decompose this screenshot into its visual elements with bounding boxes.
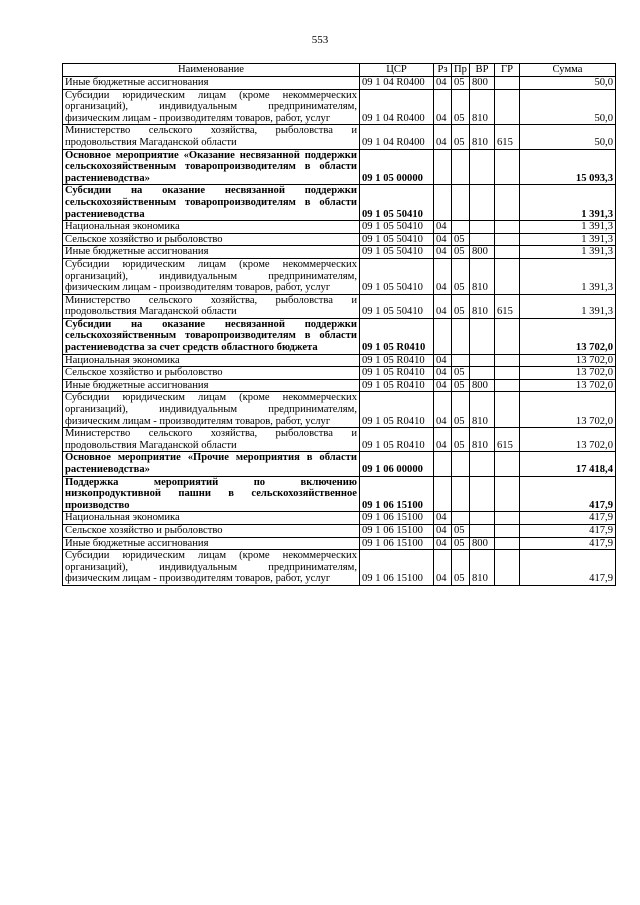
cell-name: Сельское хозяйство и рыболовство xyxy=(63,524,360,537)
table-row xyxy=(63,537,616,550)
cell-vr xyxy=(470,318,495,354)
header-csr: ЦСР xyxy=(360,64,434,77)
cell-sum: 1 391,3 xyxy=(520,258,616,294)
cell-pr: 05 xyxy=(452,125,470,149)
cell-rz xyxy=(434,185,452,221)
cell-rz: 04 xyxy=(434,512,452,525)
cell-sum: 1 391,3 xyxy=(520,294,616,318)
cell-vr: 810 xyxy=(470,392,495,428)
cell-sum: 417,9 xyxy=(520,537,616,550)
cell-rz xyxy=(434,149,452,185)
cell-name: Поддержка мероприятий по включению низкопродуктивной пашни в сельскохозяйственное производство xyxy=(63,476,360,512)
cell-vr: 810 xyxy=(470,428,495,452)
table-row xyxy=(63,550,616,586)
cell-sum: 417,9 xyxy=(520,476,616,512)
cell-vr xyxy=(470,524,495,537)
cell-sum: 417,9 xyxy=(520,550,616,586)
cell-gr xyxy=(495,77,520,90)
cell-csr: 09 1 05 R0410 xyxy=(360,354,434,367)
cell-name: Национальная экономика xyxy=(63,512,360,525)
cell-pr: 05 xyxy=(452,379,470,392)
cell-vr xyxy=(470,221,495,234)
cell-pr xyxy=(452,476,470,512)
cell-rz: 04 xyxy=(434,233,452,246)
cell-gr: 615 xyxy=(495,294,520,318)
budget-table xyxy=(62,63,616,586)
cell-gr xyxy=(495,258,520,294)
cell-gr xyxy=(495,89,520,125)
cell-sum: 50,0 xyxy=(520,125,616,149)
cell-pr: 05 xyxy=(452,246,470,259)
cell-name: Национальная экономика xyxy=(63,221,360,234)
cell-vr: 810 xyxy=(470,258,495,294)
cell-pr: 05 xyxy=(452,294,470,318)
cell-gr xyxy=(495,246,520,259)
table-row xyxy=(63,125,616,149)
cell-csr: 09 1 05 50410 xyxy=(360,221,434,234)
cell-vr xyxy=(470,233,495,246)
cell-name: Субсидии юридическим лицам (кроме некоммерческих организаций), индивидуальным предпринимателям, физическим лицам - производителям товаров, работ, услуг xyxy=(63,550,360,586)
cell-pr: 05 xyxy=(452,550,470,586)
header-gr: ГР xyxy=(495,64,520,77)
cell-name: Министерство сельского хозяйства, рыболовства и продовольствия Магаданской области xyxy=(63,125,360,149)
cell-csr: 09 1 05 50410 xyxy=(360,246,434,259)
cell-rz xyxy=(434,318,452,354)
table-row xyxy=(63,149,616,185)
header-row xyxy=(63,64,616,77)
cell-sum: 17 418,4 xyxy=(520,452,616,476)
cell-vr: 810 xyxy=(470,550,495,586)
cell-rz: 04 xyxy=(434,221,452,234)
cell-csr: 09 1 05 50410 xyxy=(360,185,434,221)
header-pr: Пр xyxy=(452,64,470,77)
cell-rz: 04 xyxy=(434,379,452,392)
cell-csr: 09 1 05 R0410 xyxy=(360,318,434,354)
cell-gr xyxy=(495,367,520,380)
cell-sum: 50,0 xyxy=(520,77,616,90)
cell-rz: 04 xyxy=(434,89,452,125)
table-row xyxy=(63,452,616,476)
cell-name: Субсидии юридическим лицам (кроме некоммерческих организаций), индивидуальным предпринимателям, физическим лицам - производителям товаров, работ, услуг xyxy=(63,89,360,125)
cell-gr xyxy=(495,185,520,221)
cell-sum: 1 391,3 xyxy=(520,233,616,246)
table-row xyxy=(63,428,616,452)
cell-name: Иные бюджетные ассигнования xyxy=(63,537,360,550)
cell-sum: 417,9 xyxy=(520,512,616,525)
cell-sum: 1 391,3 xyxy=(520,185,616,221)
cell-vr: 800 xyxy=(470,77,495,90)
table-row xyxy=(63,512,616,525)
cell-sum: 15 093,3 xyxy=(520,149,616,185)
cell-name: Субсидии на оказание несвязанной поддержки сельскохозяйственным товаропроизводителям в области растениеводства xyxy=(63,185,360,221)
cell-rz: 04 xyxy=(434,392,452,428)
cell-rz: 04 xyxy=(434,77,452,90)
cell-pr xyxy=(452,185,470,221)
cell-name: Сельское хозяйство и рыболовство xyxy=(63,233,360,246)
cell-rz xyxy=(434,476,452,512)
cell-csr: 09 1 05 00000 xyxy=(360,149,434,185)
table-row xyxy=(63,367,616,380)
cell-name: Министерство сельского хозяйства, рыболовства и продовольствия Магаданской области xyxy=(63,294,360,318)
table-row xyxy=(63,89,616,125)
cell-pr: 05 xyxy=(452,392,470,428)
cell-vr xyxy=(470,149,495,185)
table-row xyxy=(63,392,616,428)
cell-vr xyxy=(470,512,495,525)
cell-sum: 13 702,0 xyxy=(520,318,616,354)
table-row xyxy=(63,233,616,246)
page-number: 553 xyxy=(311,34,329,46)
cell-rz: 04 xyxy=(434,294,452,318)
cell-pr xyxy=(452,512,470,525)
cell-sum: 1 391,3 xyxy=(520,246,616,259)
cell-csr: 09 1 06 15100 xyxy=(360,550,434,586)
cell-csr: 09 1 05 50410 xyxy=(360,294,434,318)
cell-pr: 05 xyxy=(452,428,470,452)
cell-gr xyxy=(495,512,520,525)
table-row xyxy=(63,354,616,367)
table-row xyxy=(63,318,616,354)
cell-sum: 13 702,0 xyxy=(520,392,616,428)
cell-name: Иные бюджетные ассигнования xyxy=(63,379,360,392)
cell-name: Основное мероприятие «Оказание несвязанной поддержки сельскохозяйственным товаропроизводителям в области растениеводства» xyxy=(63,149,360,185)
cell-pr: 05 xyxy=(452,524,470,537)
cell-vr xyxy=(470,476,495,512)
cell-gr xyxy=(495,524,520,537)
cell-gr xyxy=(495,550,520,586)
cell-gr: 615 xyxy=(495,125,520,149)
cell-name: Субсидии юридическим лицам (кроме некоммерческих организаций), индивидуальным предпринимателям, физическим лицам - производителям товаров, работ, услуг xyxy=(63,392,360,428)
cell-gr xyxy=(495,149,520,185)
cell-rz: 04 xyxy=(434,258,452,294)
cell-name: Национальная экономика xyxy=(63,354,360,367)
cell-rz: 04 xyxy=(434,537,452,550)
cell-gr: 615 xyxy=(495,428,520,452)
cell-pr: 05 xyxy=(452,89,470,125)
cell-pr: 05 xyxy=(452,258,470,294)
cell-vr: 810 xyxy=(470,294,495,318)
cell-name: Субсидии на оказание несвязанной поддержки сельскохозяйственным товаропроизводителям в области растениеводства за счет средств областного бюджета xyxy=(63,318,360,354)
table-row xyxy=(63,221,616,234)
cell-vr: 800 xyxy=(470,379,495,392)
cell-name: Основное мероприятие «Прочие мероприятия в области растениеводства» xyxy=(63,452,360,476)
cell-csr: 09 1 06 15100 xyxy=(360,524,434,537)
cell-csr: 09 1 05 R0410 xyxy=(360,428,434,452)
cell-csr: 09 1 06 15100 xyxy=(360,512,434,525)
cell-name: Министерство сельского хозяйства, рыболовства и продовольствия Магаданской области xyxy=(63,428,360,452)
cell-gr xyxy=(495,476,520,512)
cell-vr xyxy=(470,367,495,380)
cell-rz: 04 xyxy=(434,428,452,452)
cell-csr: 09 1 06 00000 xyxy=(360,452,434,476)
cell-csr: 09 1 05 50410 xyxy=(360,258,434,294)
cell-name: Сельское хозяйство и рыболовство xyxy=(63,367,360,380)
cell-rz: 04 xyxy=(434,524,452,537)
cell-pr xyxy=(452,221,470,234)
cell-pr xyxy=(452,354,470,367)
cell-csr: 09 1 05 R0410 xyxy=(360,379,434,392)
header-sum: Сумма xyxy=(520,64,616,77)
cell-sum: 13 702,0 xyxy=(520,367,616,380)
cell-vr: 810 xyxy=(470,89,495,125)
cell-csr: 09 1 05 R0410 xyxy=(360,392,434,428)
cell-vr xyxy=(470,452,495,476)
cell-gr xyxy=(495,379,520,392)
table-row xyxy=(63,258,616,294)
cell-rz: 04 xyxy=(434,246,452,259)
cell-vr: 800 xyxy=(470,246,495,259)
cell-vr: 800 xyxy=(470,537,495,550)
cell-csr: 09 1 04 R0400 xyxy=(360,125,434,149)
cell-pr xyxy=(452,318,470,354)
cell-vr xyxy=(470,354,495,367)
table-row xyxy=(63,246,616,259)
cell-vr: 810 xyxy=(470,125,495,149)
cell-csr: 09 1 05 50410 xyxy=(360,233,434,246)
cell-gr xyxy=(495,537,520,550)
header-vr: ВР xyxy=(470,64,495,77)
cell-rz: 04 xyxy=(434,367,452,380)
header-name: Наименование xyxy=(63,64,360,77)
cell-vr xyxy=(470,185,495,221)
cell-csr: 09 1 06 15100 xyxy=(360,476,434,512)
cell-sum: 13 702,0 xyxy=(520,354,616,367)
table-row xyxy=(63,185,616,221)
cell-pr: 05 xyxy=(452,233,470,246)
cell-sum: 13 702,0 xyxy=(520,379,616,392)
cell-rz: 04 xyxy=(434,354,452,367)
cell-gr xyxy=(495,354,520,367)
cell-pr xyxy=(452,452,470,476)
header-rz: Рз xyxy=(434,64,452,77)
cell-name: Субсидии юридическим лицам (кроме некоммерческих организаций), индивидуальным предпринимателям, физическим лицам - производителям товаров, работ, услуг xyxy=(63,258,360,294)
table-row xyxy=(63,294,616,318)
cell-rz: 04 xyxy=(434,550,452,586)
cell-csr: 09 1 05 R0410 xyxy=(360,367,434,380)
cell-sum: 13 702,0 xyxy=(520,428,616,452)
table-row xyxy=(63,476,616,512)
cell-gr xyxy=(495,318,520,354)
cell-name: Иные бюджетные ассигнования xyxy=(63,77,360,90)
table-row xyxy=(63,77,616,90)
cell-gr xyxy=(495,392,520,428)
cell-sum: 1 391,3 xyxy=(520,221,616,234)
cell-pr: 05 xyxy=(452,77,470,90)
cell-sum: 50,0 xyxy=(520,89,616,125)
cell-gr xyxy=(495,452,520,476)
cell-csr: 09 1 04 R0400 xyxy=(360,77,434,90)
cell-csr: 09 1 04 R0400 xyxy=(360,89,434,125)
table-row xyxy=(63,524,616,537)
cell-gr xyxy=(495,221,520,234)
cell-pr: 05 xyxy=(452,537,470,550)
cell-name: Иные бюджетные ассигнования xyxy=(63,246,360,259)
cell-rz xyxy=(434,452,452,476)
cell-sum: 417,9 xyxy=(520,524,616,537)
cell-pr xyxy=(452,149,470,185)
cell-csr: 09 1 06 15100 xyxy=(360,537,434,550)
cell-gr xyxy=(495,233,520,246)
table-row xyxy=(63,379,616,392)
cell-rz: 04 xyxy=(434,125,452,149)
cell-pr: 05 xyxy=(452,367,470,380)
